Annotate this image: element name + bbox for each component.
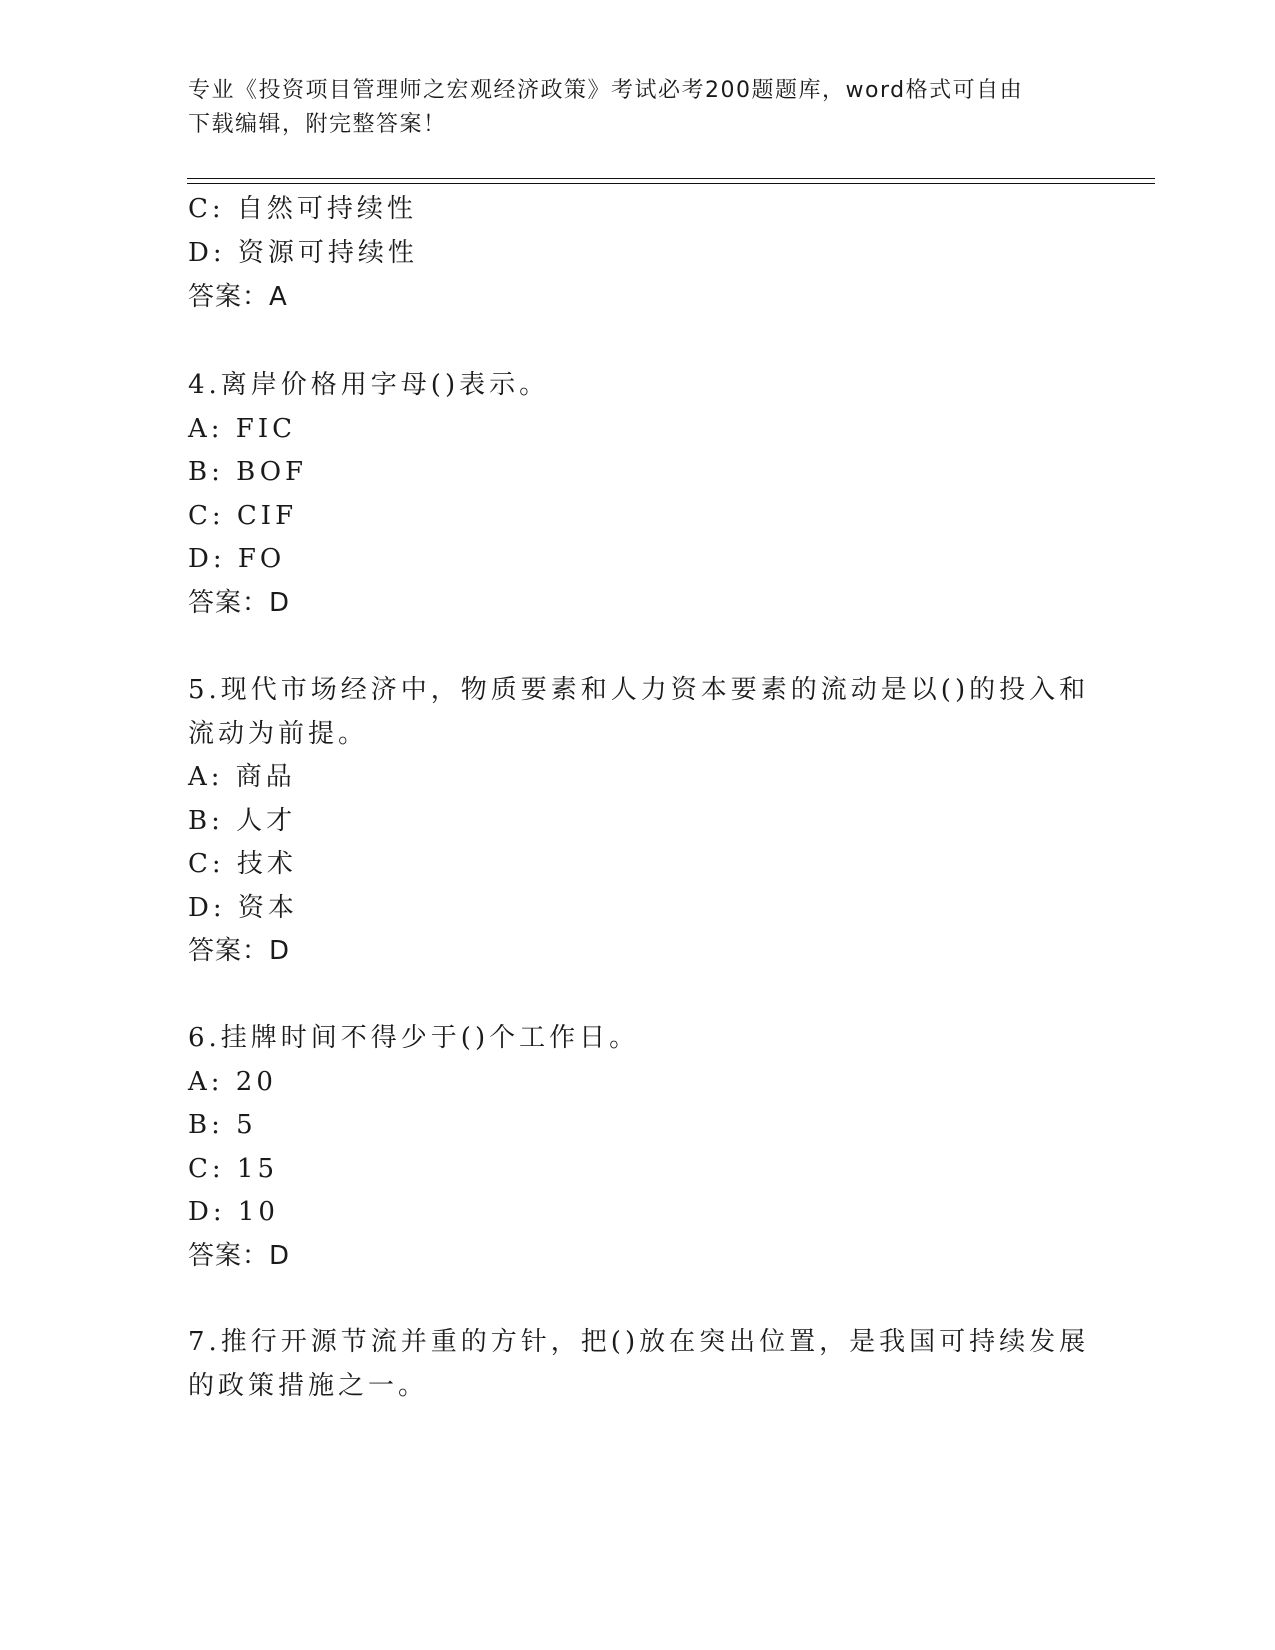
q5-stem-line-1: 5.现代市场经济中，物质要素和人力资本要素的流动是以()的投入和: [188, 675, 1090, 705]
q3-option-d: D: 资源可持续性: [188, 238, 418, 268]
q4-answer: 答案：D: [188, 588, 291, 618]
q6-option-a: A: 20: [188, 1067, 277, 1097]
q4-option-b: B: BOF: [188, 457, 308, 487]
q6-option-c: C: 15: [188, 1154, 279, 1184]
q3-option-c: C: 自然可持续性: [188, 194, 417, 224]
q4-option-a: A: FIC: [188, 414, 297, 444]
q6-option-b: B: 5: [188, 1110, 257, 1140]
q5-option-d: D: 资本: [188, 893, 298, 923]
q5-stem-line-2: 流动为前提。: [188, 719, 369, 749]
q6-stem: 6.挂牌时间不得少于()个工作日。: [188, 1023, 640, 1053]
q6-answer: 答案：D: [188, 1241, 291, 1271]
document-header: [188, 74, 1068, 142]
q4-option-d: D: FO: [188, 544, 286, 574]
q3-answer: 答案：A: [188, 282, 288, 312]
q5-option-a: A: 商品: [188, 762, 296, 792]
header-line-1: 专业《投资项目管理师之宏观经济政策》考试必考200题题库，word格式可自由: [188, 78, 1024, 103]
q5-answer: 答案：D: [188, 936, 291, 966]
q5-option-b: B: 人才: [188, 806, 297, 836]
q4-option-c: C: CIF: [188, 501, 298, 531]
header-line-2: 下载编辑，附完整答案！: [188, 112, 447, 137]
q5-option-c: C: 技术: [188, 849, 297, 879]
header-rule-bottom: [187, 183, 1155, 184]
q4-stem: 4.离岸价格用字母()表示。: [188, 370, 550, 400]
header-rule-top: [187, 178, 1155, 179]
q6-option-d: D: 10: [188, 1197, 279, 1227]
q7-stem-line-1: 7.推行开源节流并重的方针，把()放在突出位置，是我国可持续发展: [188, 1327, 1090, 1357]
q7-stem-line-2: 的政策措施之一。: [188, 1371, 429, 1401]
